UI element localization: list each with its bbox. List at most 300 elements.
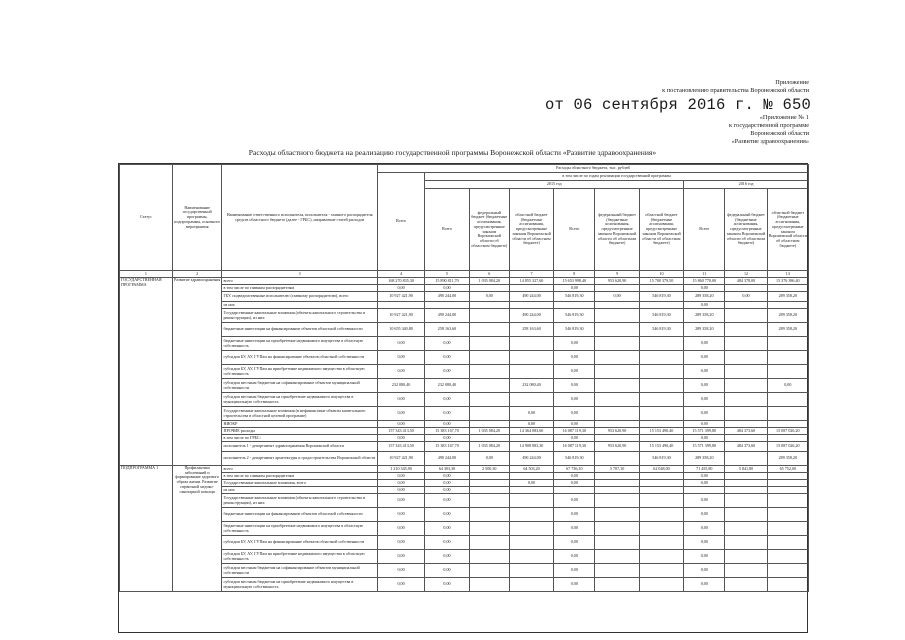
row-value [595, 407, 639, 421]
row-value: 15 653 998,40 [554, 278, 595, 285]
row-value [469, 379, 509, 393]
row-value: 0,00 [509, 407, 553, 421]
column-number: 2 [172, 271, 222, 278]
row-direction: бюджетные инвестиции на приобретение недвижимого имущества в областную собственность [222, 337, 377, 351]
row-value: 490 244,00 [425, 452, 469, 466]
row-value [509, 564, 553, 578]
row-direction: в том числе по главным распорядителям [222, 285, 377, 292]
row-value [639, 337, 683, 351]
row-value: 484 373,60 [725, 442, 767, 452]
row-value [509, 473, 553, 480]
row-value: 0,00 [425, 550, 469, 564]
row-value: 0,00 [377, 578, 425, 592]
row-direction: Государственные капитальные вложения (объекты капитального строительства и реконструкции), из них: [222, 494, 377, 508]
row-value [725, 365, 767, 379]
row-value: 258 163,60 [425, 323, 469, 337]
column-number: 7 [509, 271, 553, 278]
row-value: 2 500,30 [469, 466, 509, 473]
row-value [595, 302, 639, 309]
row-value: 157 343 413,50 [377, 442, 425, 452]
table-row [120, 508, 809, 522]
row-value: 14 855 327,60 [509, 278, 553, 285]
column-number: 13 [767, 271, 808, 278]
row-value [509, 487, 553, 494]
row-value: 289 358,20 [767, 309, 808, 323]
table-row [120, 365, 809, 379]
row-value [725, 379, 767, 393]
row-value: 0,00 [425, 393, 469, 407]
row-value: 0,00 [554, 351, 595, 365]
row-value: 0,00 [684, 473, 725, 480]
row-value [469, 564, 509, 578]
row-value [554, 302, 595, 309]
row-value: 0,00 [554, 365, 595, 379]
row-value [725, 508, 767, 522]
appendix-line-4: «Развитие здравоохранения» [731, 138, 809, 145]
row-value: 0,00 [377, 421, 425, 428]
row-value [725, 309, 767, 323]
row-value: 0,00 [425, 536, 469, 550]
row-value [767, 480, 808, 487]
row-value [725, 550, 767, 564]
row-value: 0,00 [425, 407, 469, 421]
header-total-2016: Всего [684, 189, 725, 271]
row-value: 0,00 [377, 351, 425, 365]
row-value [639, 285, 683, 292]
row-value [509, 578, 553, 592]
table-row [120, 323, 809, 337]
row-value [595, 494, 639, 508]
row-value: 15 571 399,80 [684, 442, 725, 452]
row-value: 546 819,30 [639, 323, 683, 337]
row-value [725, 407, 767, 421]
column-number: 10 [639, 271, 683, 278]
row-value: 0,00 [554, 435, 595, 442]
row-value: 0,00 [425, 522, 469, 536]
row-value [725, 302, 767, 309]
row-value [767, 285, 808, 292]
row-value: 0,00 [554, 379, 595, 393]
row-value [469, 365, 509, 379]
row-value [509, 285, 553, 292]
row-value: 0,00 [377, 564, 425, 578]
header-fed-2015: федеральный бюджет (бюджетные ассигнования, предусмотренные законом Воронежской области об областном бюджете) [469, 189, 509, 271]
expenditure-table [119, 164, 809, 592]
row-value: 10 927 421,90 [377, 452, 425, 466]
row-value [509, 302, 553, 309]
column-number: 12 [725, 271, 767, 278]
row-value [469, 309, 509, 323]
header-year-2015: 2015 год [425, 181, 684, 189]
row-value: 0,00 [684, 480, 725, 487]
row-value: 0,00 [554, 421, 595, 428]
row-value [725, 564, 767, 578]
row-direction: бюджетные инвестиции на финансирование объектов областной собственности [222, 323, 377, 337]
row-value: 0,00 [684, 379, 725, 393]
table-row [120, 351, 809, 365]
row-value: 0,00 [554, 337, 595, 351]
row-value: 289 358,20 [684, 309, 725, 323]
header-year-2016: 2016 год [684, 181, 809, 189]
row-value [639, 536, 683, 550]
row-value: 15 376 386,40 [767, 278, 808, 285]
row-value: 232 080,40 [425, 379, 469, 393]
row-value [595, 473, 639, 480]
row-value [725, 487, 767, 494]
row-value [509, 550, 553, 564]
row-value: 0,00 [684, 285, 725, 292]
header-fed-2016: федеральный бюджет (бюджетные ассигнования, предусмотренные законом Воронежской области об областном бюджете) [725, 189, 767, 271]
row-value [639, 578, 683, 592]
column-number: 5 [425, 271, 469, 278]
appendix-line-2: к государственной программе [728, 122, 809, 129]
row-value: 0,00 [377, 480, 425, 487]
table-row [120, 309, 809, 323]
row-value [509, 522, 553, 536]
row-value [469, 285, 509, 292]
row-direction: субсидии БУ, АУ, ГУПам на финансирование объектов областной собственности [222, 351, 377, 365]
table-row [120, 442, 809, 452]
row-direction: бюджетные инвестиции на финансирование объектов областной собственности [222, 508, 377, 522]
header-total-2015b: Всего [554, 189, 595, 271]
table-body [120, 278, 809, 592]
row-value: 546 819,30 [639, 292, 683, 302]
row-value [469, 578, 509, 592]
row-value: 0,00 [554, 480, 595, 487]
row-direction: субсидии БУ, АУ, ГУПам на приобретение недвижимого имущества в областную собственность [222, 550, 377, 564]
row-value: 0,00 [725, 292, 767, 302]
table-row [120, 550, 809, 564]
row-value [725, 421, 767, 428]
column-number: 4 [377, 271, 425, 278]
decree-date-stamp: от 06 сентября 2016 г. № 650 [544, 96, 811, 114]
row-value: 490 244,00 [425, 309, 469, 323]
row-value: 0,00 [684, 578, 725, 592]
row-value [595, 309, 639, 323]
row-value: 65 752,00 [767, 466, 808, 473]
row-value: 0,00 [425, 337, 469, 351]
appendix-decree-ref: к постановлению правительства Воронежской области [662, 87, 809, 94]
row-value: 10 655 340,80 [377, 323, 425, 337]
row-value [725, 393, 767, 407]
row-value [725, 536, 767, 550]
column-number: 1 [120, 271, 173, 278]
row-value [639, 302, 683, 309]
row-value: 546 819,30 [554, 323, 595, 337]
row-value [595, 578, 639, 592]
row-value: 0,00 [425, 365, 469, 379]
row-value [725, 323, 767, 337]
table-row [120, 428, 809, 435]
row-value [639, 393, 683, 407]
row-direction: всего [222, 278, 377, 285]
row-value [725, 337, 767, 351]
row-value [469, 508, 509, 522]
row-value: 546 819,30 [554, 452, 595, 466]
row-value [595, 393, 639, 407]
row-direction: субсидии БУ, АУ, ГУПам на приобретение недвижимого имущества в областную собственность [222, 365, 377, 379]
row-value [509, 536, 553, 550]
row-value [595, 379, 639, 393]
expenditure-table-frame [118, 163, 808, 633]
table-row [120, 278, 809, 285]
row-value: 0,00 [509, 480, 553, 487]
table-row [120, 480, 809, 487]
row-value: 0,00 [554, 285, 595, 292]
row-value [469, 393, 509, 407]
header-status: Статус [120, 165, 173, 271]
row-value: 0,00 [684, 435, 725, 442]
row-value: 0,00 [425, 578, 469, 592]
row-value [767, 302, 808, 309]
row-value: 0,00 [684, 564, 725, 578]
row-value: 0,00 [425, 487, 469, 494]
row-status: ГОСУДАРСТВЕННАЯ ПРОГРАММА [120, 278, 173, 466]
table-row [120, 578, 809, 592]
row-value: 1 035 084,20 [469, 442, 509, 452]
row-value: 0,00 [767, 379, 808, 393]
row-value [595, 337, 639, 351]
row-value: 0,00 [684, 351, 725, 365]
table-row [120, 564, 809, 578]
header-total-2015: Всего [425, 189, 469, 271]
row-value: 157 343 413,50 [377, 428, 425, 435]
row-value: 0,00 [377, 393, 425, 407]
row-value: 0,00 [377, 487, 425, 494]
header-program-name: Наименование государственной программы, подпрограммы, основного мероприятия [172, 165, 222, 271]
row-value [767, 578, 808, 592]
row-value: 0,00 [684, 494, 725, 508]
header-own-2015: областной бюджет (бюджетные ассигнования, предусмотренные законом Воронежской области об областном бюджете) [509, 189, 553, 271]
table-row [120, 407, 809, 421]
row-value [684, 487, 725, 494]
row-value: 0,00 [684, 508, 725, 522]
row-value: 168 270 835,30 [377, 278, 425, 285]
row-status: ПОДПРОГРАММА 1 [120, 466, 173, 592]
row-value [639, 522, 683, 536]
header-own-2016: областной бюджет (бюджетные ассигнования, предусмотренные законом Воронежской области об областном бюджете) [767, 189, 808, 271]
row-value: 0,00 [377, 337, 425, 351]
row-value [595, 480, 639, 487]
row-value: 1 035 084,20 [469, 278, 509, 285]
row-direction: Государственные капитальные вложения (объекты капитального строительства и реконструкции), из них: [222, 309, 377, 323]
row-value: 0,00 [554, 508, 595, 522]
appendix-line-3: Воронежской области [750, 130, 809, 137]
row-value [767, 337, 808, 351]
row-direction: исполнитель 1 - департамент здравоохранения Воронежской области [222, 442, 377, 452]
table-row [120, 466, 809, 473]
row-value [639, 550, 683, 564]
row-value: 490 244,00 [509, 452, 553, 466]
header-by-years: в том числе по годам реализации государственной программы [425, 173, 809, 181]
row-value: 0,00 [377, 550, 425, 564]
row-value: 15 383 167,70 [425, 428, 469, 435]
row-value [767, 351, 808, 365]
row-value [469, 407, 509, 421]
row-value [639, 473, 683, 480]
table-row [120, 285, 809, 292]
column-number: 8 [554, 271, 595, 278]
row-value: 0,00 [377, 508, 425, 522]
row-value: 15 860 770,00 [684, 278, 725, 285]
row-value [595, 365, 639, 379]
row-value [377, 302, 425, 309]
row-value: 15 153 490,40 [639, 442, 683, 452]
row-value [509, 351, 553, 365]
row-value: 0,00 [377, 494, 425, 508]
row-value: 16 087 119,30 [554, 442, 595, 452]
row-value: 0,00 [377, 435, 425, 442]
row-value: 0,00 [554, 536, 595, 550]
row-value: 15 571 399,80 [684, 428, 725, 435]
row-value: 10 927 421,90 [377, 309, 425, 323]
row-value [639, 351, 683, 365]
row-value: 289 358,20 [767, 452, 808, 466]
row-value [469, 337, 509, 351]
row-value: 490 244,00 [509, 292, 553, 302]
row-value [639, 480, 683, 487]
row-direction: ГБУ, подведомственные исполнителю (главному распорядителю), всего [222, 292, 377, 302]
row-value [595, 508, 639, 522]
row-value [767, 421, 808, 428]
row-value [767, 550, 808, 564]
row-value: 0,00 [684, 393, 725, 407]
row-value: 0,00 [377, 365, 425, 379]
row-value: 16 087 119,30 [554, 428, 595, 435]
row-value [639, 494, 683, 508]
row-value: 0,00 [684, 536, 725, 550]
row-value: 15 087 026,20 [767, 428, 808, 435]
row-value [595, 452, 639, 466]
row-value: 953 620,90 [595, 442, 639, 452]
row-value: 546 819,30 [554, 309, 595, 323]
row-direction: Государственные капитальные вложения, всего [222, 480, 377, 487]
header-total: Всего [377, 173, 425, 271]
row-value: 484 373,60 [725, 428, 767, 435]
row-value [469, 494, 509, 508]
row-value: 0,00 [554, 473, 595, 480]
row-value [725, 351, 767, 365]
row-value [767, 494, 808, 508]
table-row [120, 536, 809, 550]
row-value [595, 435, 639, 442]
row-value [554, 487, 595, 494]
row-value: 0,00 [425, 351, 469, 365]
row-value [469, 522, 509, 536]
row-value [595, 323, 639, 337]
row-value [767, 487, 808, 494]
row-value [639, 508, 683, 522]
row-value: 0,00 [377, 473, 425, 480]
row-program-name: Профилактика заболеваний и формирование здорового образа жизни. Развитие первичной медико-санитарной помощи [172, 466, 222, 592]
row-value: 546 819,30 [639, 452, 683, 466]
column-number-row [120, 271, 809, 278]
row-value: 64 503,20 [509, 466, 553, 473]
row-value: 0,00 [684, 337, 725, 351]
row-value: 0,00 [377, 285, 425, 292]
row-value [725, 494, 767, 508]
row-value [767, 564, 808, 578]
row-value: 64 303,30 [425, 466, 469, 473]
row-value [595, 351, 639, 365]
row-value: 0,00 [425, 285, 469, 292]
row-value [595, 564, 639, 578]
table-row [120, 337, 809, 351]
row-value: 0,00 [684, 421, 725, 428]
row-value: 10 927 421,90 [377, 292, 425, 302]
row-value [767, 407, 808, 421]
row-value [767, 435, 808, 442]
row-value: 0,00 [684, 407, 725, 421]
row-value [469, 435, 509, 442]
row-value: 14 908 083,30 [509, 442, 553, 452]
column-number: 6 [469, 271, 509, 278]
column-number: 11 [684, 271, 725, 278]
row-value: 232 080,40 [377, 379, 425, 393]
row-value: 0,00 [377, 522, 425, 536]
row-value: 0,00 [684, 550, 725, 564]
row-value [639, 365, 683, 379]
row-value: 0,00 [554, 578, 595, 592]
row-value [595, 487, 639, 494]
row-value: 67 736,10 [554, 466, 595, 473]
row-value: 0,00 [554, 550, 595, 564]
row-value [509, 494, 553, 508]
row-program-name: Развитие здравоохранения [172, 278, 222, 466]
table-row [120, 421, 809, 428]
row-direction: из них [222, 302, 377, 309]
row-direction: субсидии местным бюджетам на приобретение недвижимого имущества в муниципальную собственность [222, 393, 377, 407]
row-value [639, 487, 683, 494]
row-direction: субсидии местным бюджетам на софинансирование объектов муниципальной собственности [222, 564, 377, 578]
row-value [725, 452, 767, 466]
row-value [469, 351, 509, 365]
row-value [595, 285, 639, 292]
row-value: 15 383 167,70 [425, 442, 469, 452]
row-direction: Государственные капитальные вложения (в нефинансовые объекты капитального строительства в областной целевой программе) [222, 407, 377, 421]
row-value: 0,00 [425, 473, 469, 480]
row-value [469, 323, 509, 337]
row-value: 0,00 [469, 292, 509, 302]
row-value [595, 421, 639, 428]
row-value [469, 550, 509, 564]
row-value: 289 358,20 [767, 323, 808, 337]
row-value [509, 365, 553, 379]
row-value: 15 087 026,20 [767, 442, 808, 452]
table-row [120, 393, 809, 407]
row-value: 0,00 [377, 407, 425, 421]
row-direction: бюджетные инвестиции на приобретение недвижимого имущества в областную собственность [222, 522, 377, 536]
row-value [639, 435, 683, 442]
row-value [725, 285, 767, 292]
row-value: 0,00 [425, 564, 469, 578]
row-value: 5 841,80 [725, 466, 767, 473]
row-direction: исполнитель 2 - департамент архитектуры и градостроительства Воронежской области [222, 452, 377, 466]
row-value: 0,00 [425, 494, 469, 508]
row-value: 0,00 [377, 536, 425, 550]
row-value: 15 890 811,70 [425, 278, 469, 285]
row-value: 71 455,80 [684, 466, 725, 473]
table-row [120, 302, 809, 309]
table-row [120, 494, 809, 508]
table-row [120, 379, 809, 393]
row-value: 62 048,00 [639, 466, 683, 473]
row-value: 953 620,90 [595, 278, 639, 285]
row-value: 0,00 [595, 292, 639, 302]
row-value [767, 536, 808, 550]
row-value: 15 153 490,40 [639, 428, 683, 435]
row-direction: в том числе по главным распорядителям [222, 473, 377, 480]
